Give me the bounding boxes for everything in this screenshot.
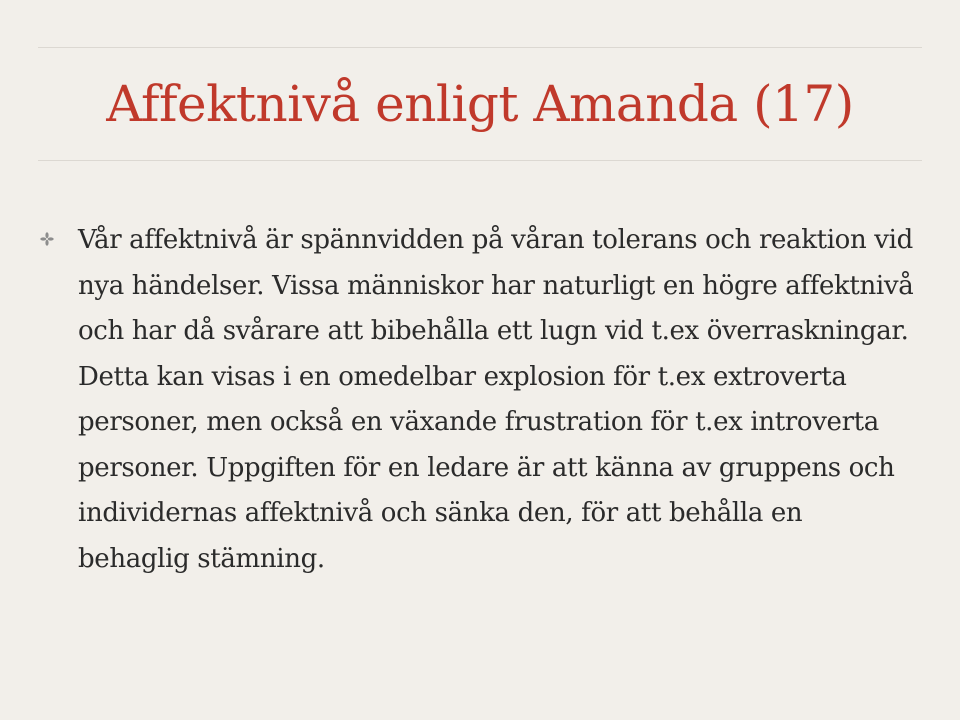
title-divider-bottom [38, 160, 922, 161]
bullet-list [0, 218, 960, 582]
slide-title: Affektnivå enligt Amanda (17) [106, 75, 854, 133]
diamond-bullet-icon [40, 232, 54, 246]
title-divider-top [38, 47, 922, 48]
bullet-text: Vår affektnivå är spännvidden på våran tolerans och reaktion vid nya händelser. Vissa människor har naturligt en högre affektnivå och har då svårare att bibehålla ett lugn vid t.ex överraskningar. Detta kan visas i en omedelbar explosion för t.ex extroverta personer, men också en växande frustration för t.ex introverta personer. Uppgiften för en ledare är att känna av gruppens och individernas affektnivå och sänka den, för att behålla en behaglig stämning. [78, 225, 914, 574]
bullet-item [0, 218, 920, 582]
